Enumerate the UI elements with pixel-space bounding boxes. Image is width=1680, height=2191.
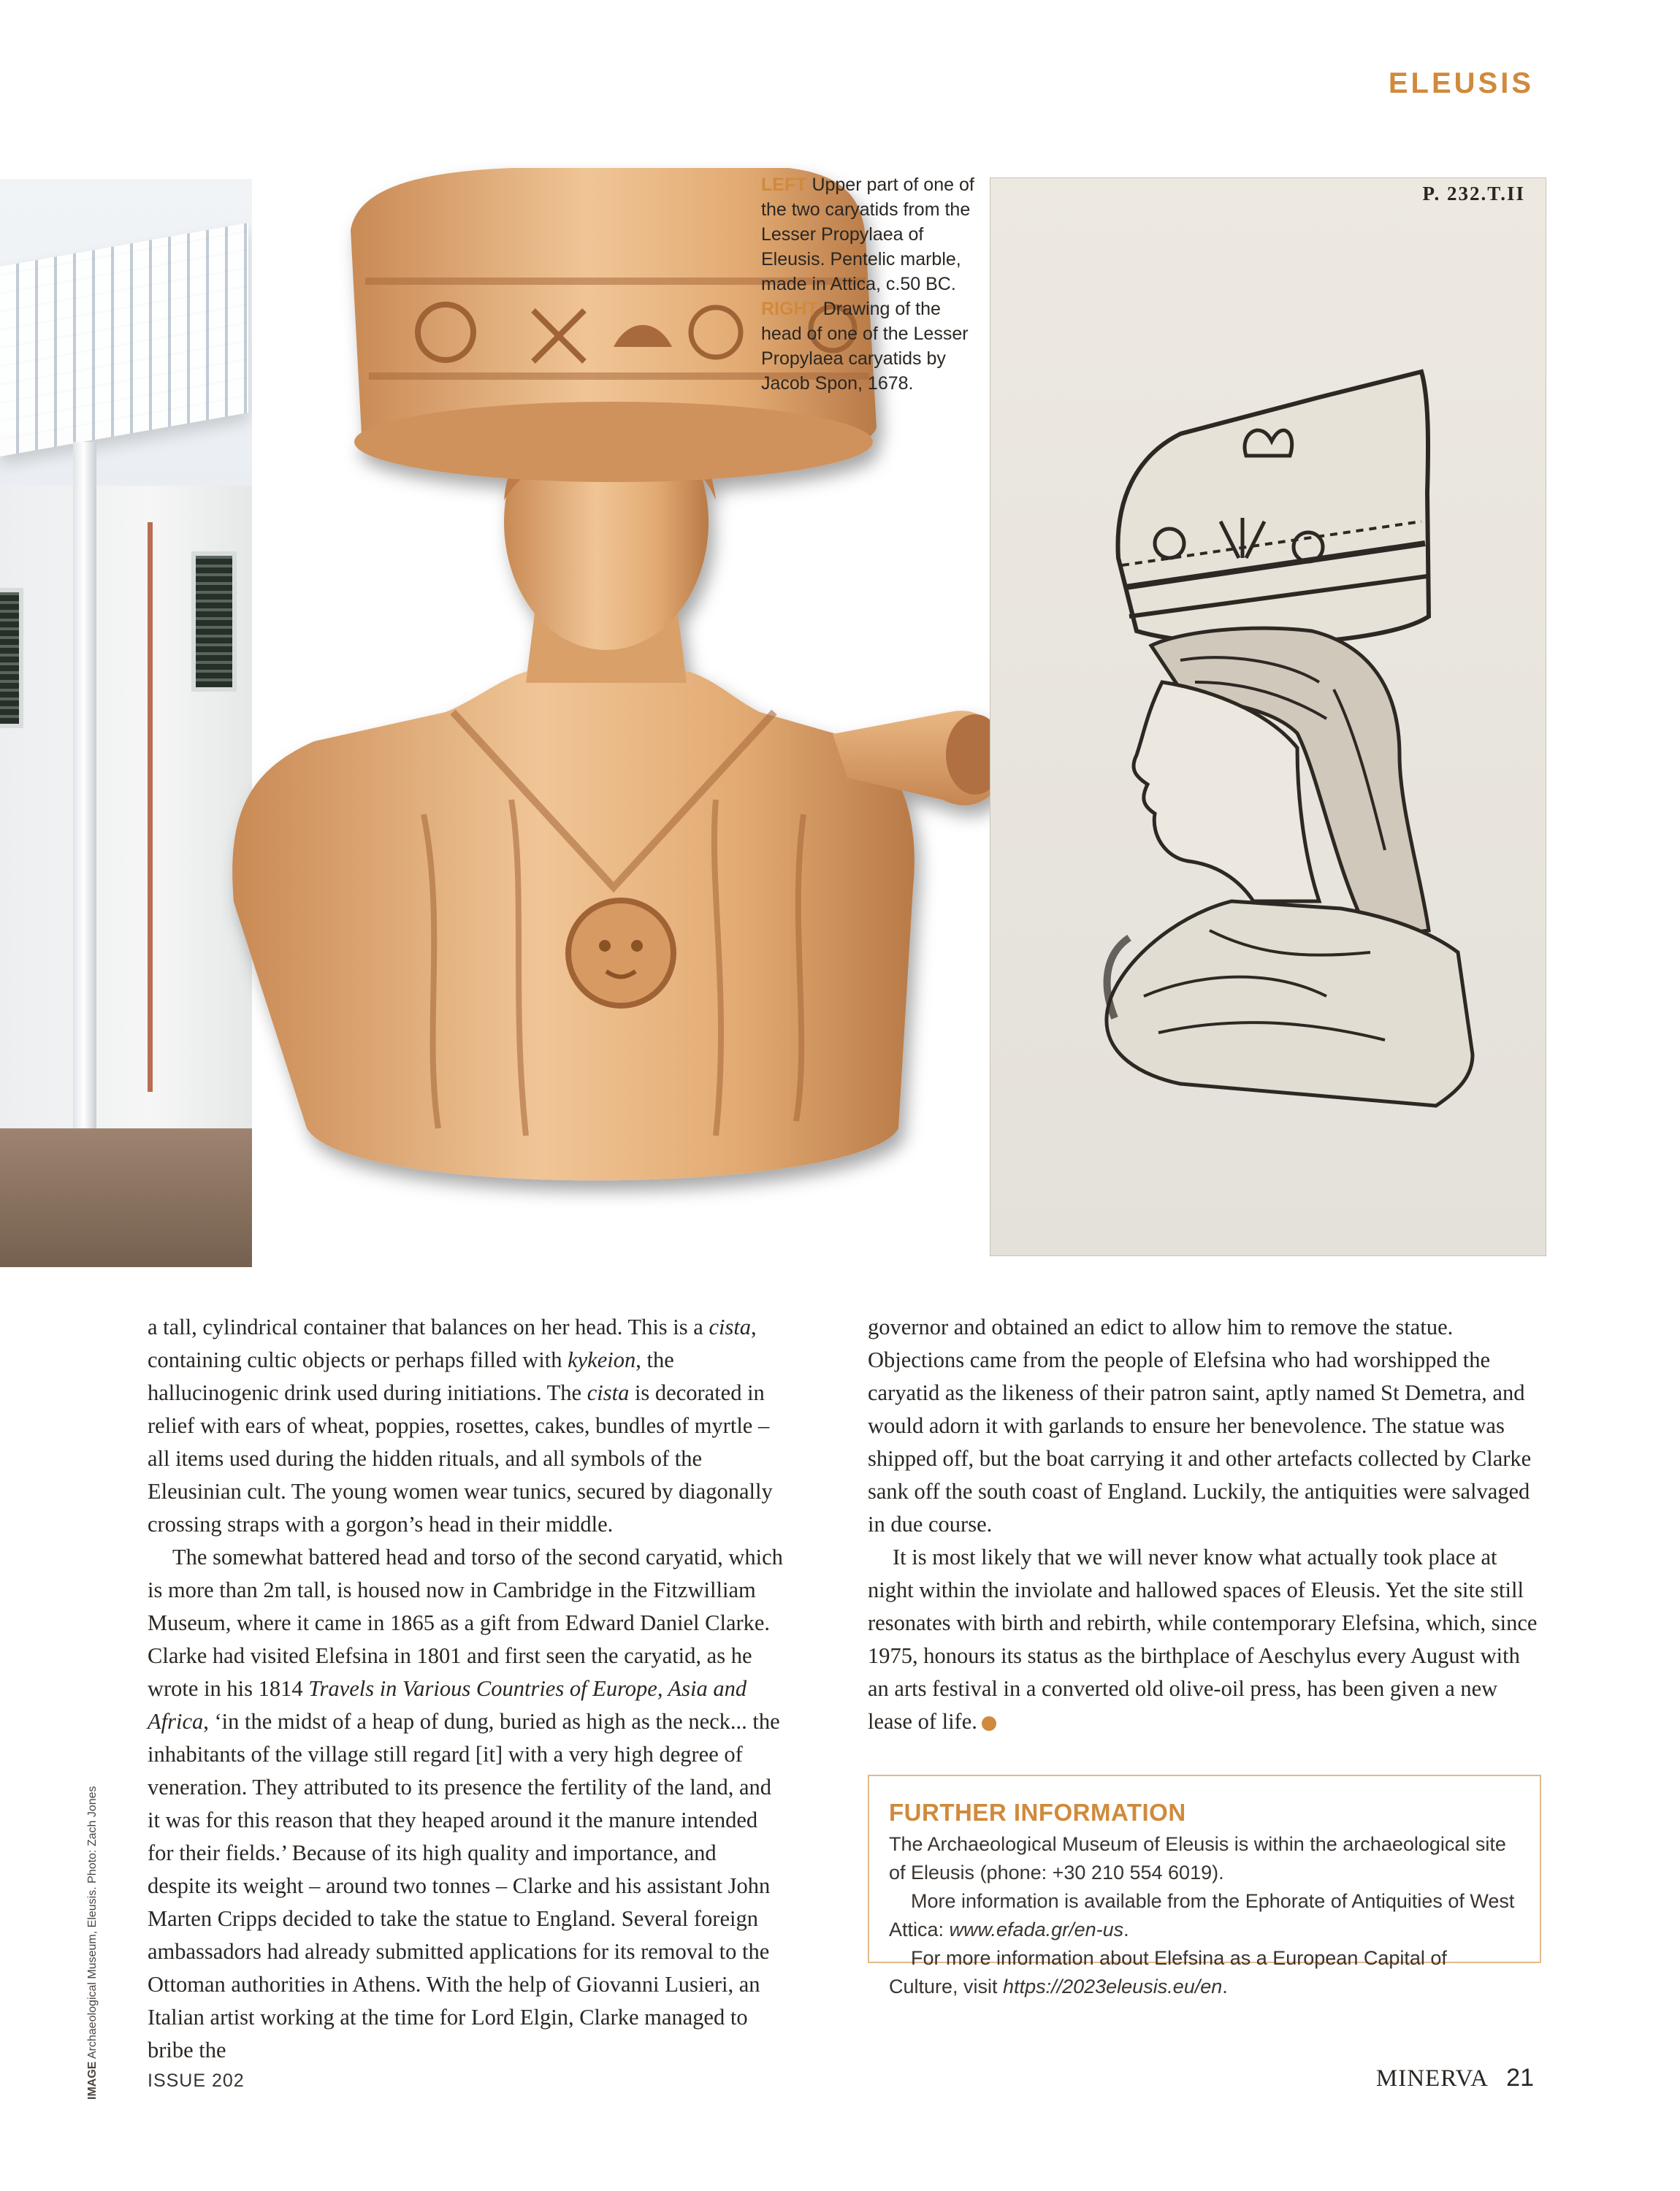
info-paragraph bbox=[889, 1944, 1520, 2001]
pergola-pillar bbox=[73, 442, 96, 1172]
caption-right-text: Drawing of the head of one of the Lesser Propylaea caryatids by Jacob Spon, 1678. bbox=[761, 299, 969, 394]
text-run: , ‘in the midst of a heap of dung, buried as high as the neck... the inhabitants of the village still regard [it] with a very high degree of veneration. They attributed to its presence the fertility of the land, and it was for this reason that they heaped around it the manure intended for their fields.’ Because of its high quality and importance, and despite its weight – around two tonnes – Clarke and his assistant John Marten Cripps decided to take the statue to England. Several foreign ambassadors had already submitted applications for its removal to the Ottoman authorities in Athens. With the help of Giovanni Lusieri, an Italian artist working at the time for Lord Elgin, Clarke managed to bribe the bbox=[148, 1709, 780, 2062]
engraving-illustration bbox=[990, 178, 1546, 1255]
text-run: It is most likely that we will never know what actually took place at night within the inviolate and hallowed spaces of Eleusis. Yet the site still resonates with birth and rebirth, while contemporary Elefsina, which, since 1975, honours its status as the birthplace of Aeschylus every August with an arts festival in a converted old olive-oil press, has been given a new lease of life. bbox=[868, 1545, 1538, 1734]
text-run: The somewhat battered head and torso of the second caryatid, which is more than 2m tall, is housed now in Cambridge in the Fitzwilliam Museum, where it came in 1865 as a gift from Edward Daniel Clarke. Clarke had visited Elefsina in 1801 and first seen the caryatid, as he wrote in his 1814 bbox=[148, 1545, 783, 1701]
text-run: governor and obtained an edict to allow him to remove the statue. Objections came from the people of Elefsina who had worshipped the caryatid as the likeness of their patron saint, aptly named St Demetra, and would adorn it with garlands to ensure her benevolence. The statue was shipped off, but the boat carrying it and other artefacts collected by Clarke sank off the south coast of England. Luckily, the antiquities were salvaged in due course. bbox=[868, 1315, 1532, 1537]
image-credit-label: IMAGE bbox=[86, 2061, 99, 2100]
article-paragraph bbox=[868, 1541, 1540, 1738]
italic-term: cista bbox=[709, 1315, 752, 1339]
end-mark-icon: M bbox=[982, 1716, 996, 1731]
article-paragraph bbox=[148, 1311, 783, 1541]
italic-book-title: Travels in Various Countries of Europe, Asia and Africa bbox=[148, 1676, 747, 1734]
article-column-1 bbox=[148, 1311, 783, 2067]
text-run: is decorated in relief with ears of wheat, poppies, rosettes, cakes, bundles of myrtle – all items used during the hidden rituals, and all symbols of the Eleusinian cult. The young women wear tunics, secured by diagonally crossing straps with a gorgon’s head in their middle. bbox=[148, 1380, 773, 1537]
text-run: a tall, cylindrical container that balances on her head. This is a bbox=[148, 1315, 709, 1339]
plate-number: P. 232.T.II bbox=[1422, 183, 1525, 204]
text-run: , containing cultic objects or perhaps filled with bbox=[148, 1315, 757, 1372]
drain-pipe bbox=[148, 522, 153, 1092]
spon-engraving bbox=[990, 177, 1546, 1256]
footer-issue: ISSUE 202 bbox=[148, 2070, 245, 2091]
text-run: , the hallucinogenic drink used during initiations. The bbox=[148, 1347, 674, 1405]
figure-caption bbox=[761, 172, 980, 396]
text-run: For more information about Elefsina as a European Capital of Culture, visit bbox=[889, 1947, 1447, 1997]
further-information-box bbox=[868, 1775, 1541, 1997]
italic-term: kykeion bbox=[568, 1347, 636, 1372]
caption-right-key: RIGHT bbox=[761, 299, 818, 319]
footer-magazine-name: MINERVA bbox=[1375, 2065, 1489, 2092]
section-tag: ELEUSIS bbox=[1388, 67, 1534, 99]
barred-window bbox=[0, 588, 23, 728]
article-column-2 bbox=[868, 1311, 1540, 1738]
article-paragraph bbox=[148, 1541, 783, 2067]
text-run: More information is available from the Ephorate of Antiquities of West Attica: bbox=[889, 1890, 1515, 1940]
image-credit bbox=[86, 1720, 99, 2100]
image-credit-text: Archaeological Museum, Eleusis. Photo: Zach Jones bbox=[86, 1786, 99, 2062]
caption-left-text: Upper part of one of the two caryatids from the Lesser Propylaea of Eleusis. Pentelic marble, made in Attica, c.50 BC. bbox=[761, 175, 974, 294]
info-paragraph bbox=[889, 1887, 1520, 1944]
page-number: 21 bbox=[1506, 2064, 1534, 2092]
eleusis2023-link[interactable]: https://2023eleusis.eu/en bbox=[1003, 1976, 1223, 1997]
caption-left-key: LEFT bbox=[761, 175, 807, 195]
info-box-title: FURTHER INFORMATION bbox=[889, 1799, 1186, 1826]
efada-link[interactable]: www.efada.gr/en-us bbox=[949, 1919, 1124, 1940]
article-paragraph bbox=[868, 1311, 1540, 1541]
italic-term: cista bbox=[587, 1380, 630, 1405]
text-run: . bbox=[1222, 1976, 1228, 1997]
info-paragraph: The Archaeological Museum of Eleusis is within the archaeological site of Eleusis (phone: +30 210 554 6019). bbox=[889, 1833, 1506, 1884]
text-run: . bbox=[1123, 1919, 1129, 1940]
